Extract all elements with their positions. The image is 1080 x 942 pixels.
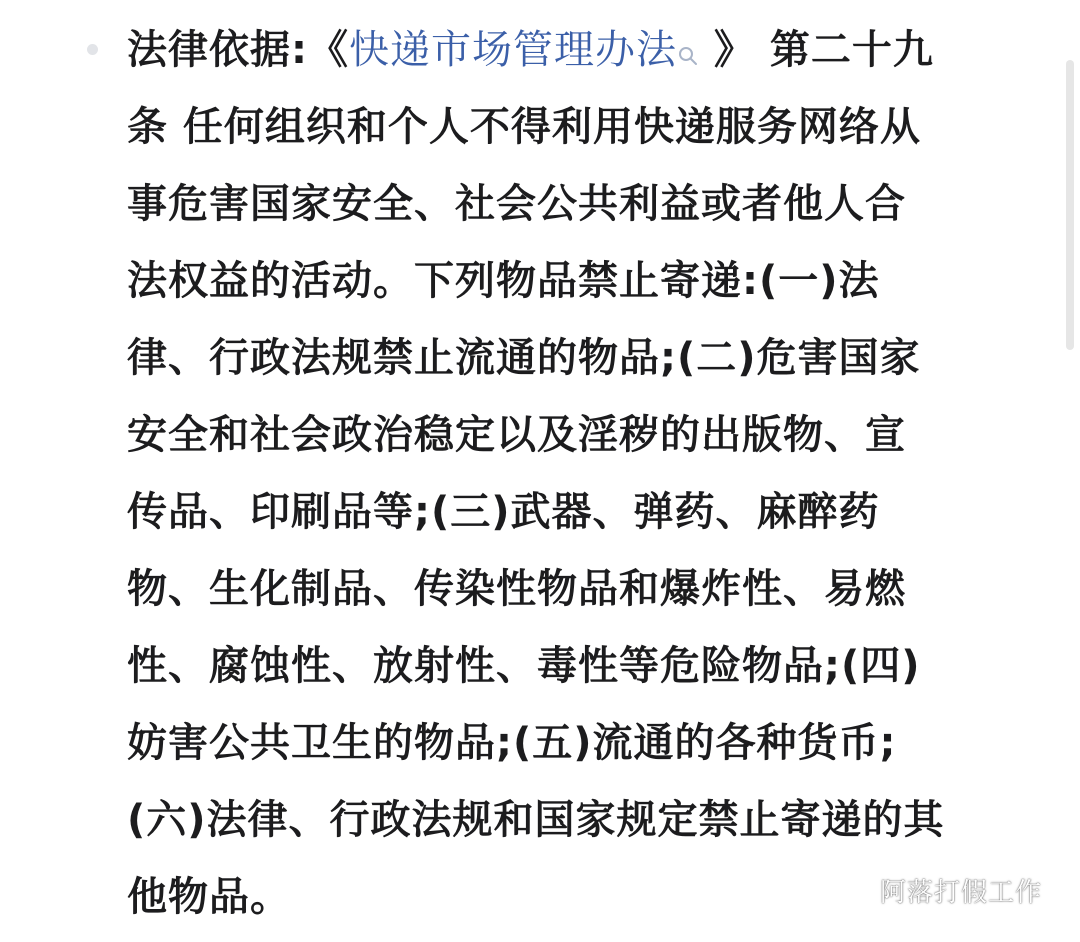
article-line: 安全和社会政治稳定以及淫秽的出版物、宣	[127, 412, 906, 458]
article-line-1	[127, 12, 1032, 89]
scrollbar-thumb[interactable]	[1066, 60, 1074, 350]
watermark	[830, 872, 1042, 909]
article-line: 法权益的活动。下列物品禁止寄递:(一)法	[127, 258, 880, 304]
list-bullet	[87, 44, 98, 55]
article-line: 条 任何组织和个人不得利用快递服务网络从	[127, 104, 921, 150]
law-basis-label: 法律依据:《	[127, 27, 349, 73]
article-body	[127, 12, 1032, 936]
search-icon[interactable]	[677, 16, 699, 38]
watermark-text: 阿落打假工作	[879, 878, 1042, 908]
article-line: 物、生化制品、传染性物品和爆炸性、易燃	[127, 566, 906, 612]
article-heading-suffix: 》 第二十九	[699, 27, 934, 73]
wechat-icon	[830, 875, 870, 907]
article-line: 事危害国家安全、社会公共利益或者他人合	[127, 181, 906, 227]
article-line: (六)法律、行政法规和国家规定禁止寄递的其	[127, 797, 945, 843]
law-link[interactable]: 快递市场管理办法	[349, 27, 677, 73]
article-line: 妨害公共卫生的物品;(五)流通的各种货币;	[127, 720, 897, 766]
article-line: 他物品。	[127, 874, 291, 920]
article-line: 性、腐蚀性、放射性、毒性等危险物品;(四)	[127, 643, 921, 689]
scrollbar[interactable]	[1066, 0, 1074, 942]
article-line: 律、行政法规禁止流通的物品;(二)危害国家	[127, 335, 921, 381]
article-line: 传品、印刷品等;(三)武器、弹药、麻醉药	[127, 489, 880, 535]
